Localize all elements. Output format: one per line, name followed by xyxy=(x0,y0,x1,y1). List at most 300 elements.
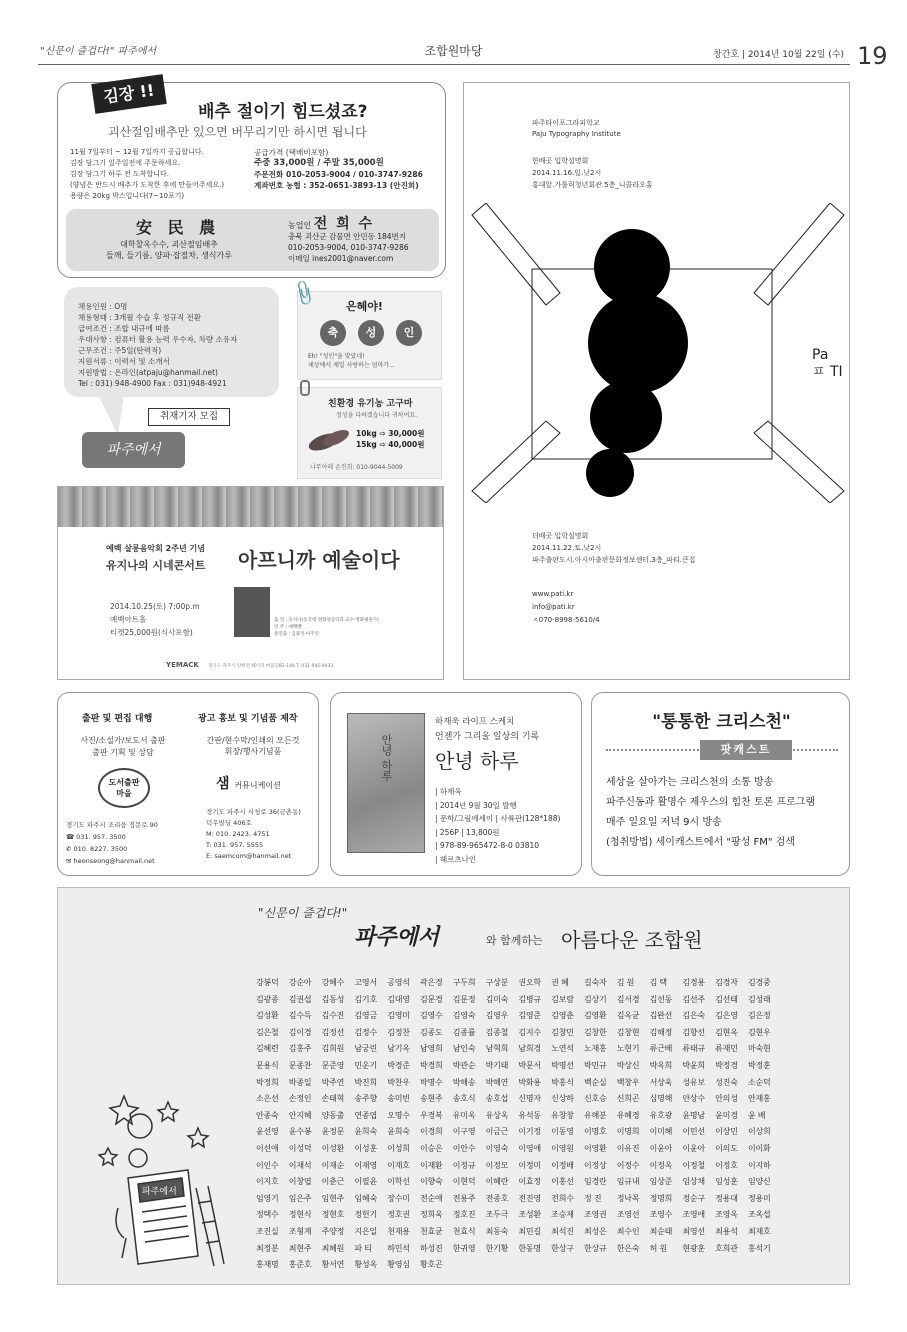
member-name: 김기호 xyxy=(354,994,377,1004)
kimjang-price-line: 계좌번호 농협 : 352-0651-3893-13 (안진희) xyxy=(254,181,419,190)
member-name: 박명선 xyxy=(551,1060,574,1070)
member-name: 이정철 xyxy=(682,1160,705,1170)
member-row xyxy=(256,1110,828,1127)
member-name: 전희수 xyxy=(551,1193,574,1203)
member-name: 윤정문 xyxy=(321,1127,345,1137)
member-name: 김희원 xyxy=(321,1044,345,1054)
saem-logo-sub: 커뮤니케이션 xyxy=(234,781,281,790)
member-name: 안재홍 xyxy=(747,1094,771,1104)
concert-footer: 경기도 파주시 탄현면 헤이리 마을길82-146 T. 031-945-9433 xyxy=(208,664,334,669)
recruit-line: 급여조건 : 조합 내규에 따름 xyxy=(78,324,170,333)
member-name: 남기옥 xyxy=(387,1044,410,1054)
recruit-line: 우대사항 : 컴퓨터 활용 능력 우수자, 차량 소유자 xyxy=(78,335,238,344)
member-name: 조성환 xyxy=(518,1210,541,1220)
book-kicker: 하재욱 라이프 스케치 xyxy=(435,717,515,727)
member-name: 윤수봉 xyxy=(288,1127,312,1137)
member-name: 김성래 xyxy=(747,994,771,1004)
member-name: 김현우 xyxy=(747,1027,771,1037)
member-name: 송호식 xyxy=(452,1094,476,1104)
member-name: 정희욱 xyxy=(419,1210,443,1220)
member-name: 조영수 xyxy=(649,1210,673,1220)
member-name: 조영선 xyxy=(616,1210,640,1220)
member-name: 정 진 xyxy=(583,1193,602,1203)
podcast-ad xyxy=(591,692,850,876)
concert-title: 아프니까 예술이다 xyxy=(238,548,400,572)
member-name: 박기태 xyxy=(485,1060,509,1070)
member-name: 하민석 xyxy=(387,1243,410,1253)
member-name: 김영수 xyxy=(419,1011,443,1021)
member-name: 이선애 xyxy=(256,1143,279,1153)
member-name: 문용식 xyxy=(256,1060,279,1070)
member-name: 전진영 xyxy=(518,1193,541,1203)
pati-phone: ㅈ070-8998-5610/4 xyxy=(532,616,600,624)
pati-event-line: 한배곳 입학설명회 xyxy=(532,157,589,165)
paperclip-icon: 📎 xyxy=(289,278,320,309)
member-name: 서상욱 xyxy=(649,1077,673,1087)
mobile-icon: ✆ xyxy=(66,845,74,853)
member-name: 최민길 xyxy=(518,1226,541,1236)
recruit-line: 채용인원 : O명 xyxy=(78,302,128,311)
member-name: 임혜숙 xyxy=(354,1193,377,1203)
member-name: 이재영 xyxy=(354,1160,377,1170)
member-name: 유혜경 xyxy=(616,1110,640,1120)
member-name: 김영미 xyxy=(387,1011,410,1021)
member-row xyxy=(256,1209,828,1226)
farm-info xyxy=(66,209,439,271)
member-name: 박상신 xyxy=(616,1060,640,1070)
member-name: 정명희 xyxy=(649,1193,673,1203)
congrats-char: 성 xyxy=(358,320,384,346)
potato-price: 10kg ⇨ 30,000원 xyxy=(356,429,425,438)
kimjang-info-line: 김장 담그기 일주일전에 주문하세요. xyxy=(70,159,181,167)
podcast-title: "통통한 크리스천" xyxy=(652,712,791,732)
member-name: 조영옥 xyxy=(715,1210,738,1220)
member-name: 박옥희 xyxy=(649,1060,673,1070)
member-name: 김선동 xyxy=(649,994,673,1004)
farm-name: 安 民 農 xyxy=(136,218,221,237)
advertising-service: 휘장/행사기념품 xyxy=(224,747,282,756)
member-name: 이동영 xyxy=(551,1127,574,1137)
header-rule xyxy=(38,64,850,65)
kimjang-info-line: 11월 7일부터 ~ 12월 7일까지 공급합니다. xyxy=(70,148,204,156)
member-name: 이금근 xyxy=(485,1127,509,1137)
congrats-char: 축 xyxy=(320,320,346,346)
publishing-phone: 031. 957. 3500 xyxy=(76,833,126,841)
member-name: 임성훈 xyxy=(715,1177,738,1187)
member-name: 이구영 xyxy=(452,1127,476,1137)
member-name: 유호광 xyxy=(649,1110,673,1120)
member-name: 이승은 xyxy=(419,1143,443,1153)
member-name: 이이화 xyxy=(747,1143,771,1153)
kimjang-price-line: 공급가격 (택배비포함) xyxy=(254,148,329,157)
kimjang-price-line: 주문전화 010-2053-9004 / 010-3747-9286 xyxy=(254,170,423,179)
member-name: 장수미 xyxy=(387,1193,410,1203)
member-name: 송현주 xyxy=(419,1094,443,1104)
member-name: 백창우 xyxy=(616,1077,640,1087)
member-name: 박찬우 xyxy=(387,1077,410,1087)
member-name: 김이경 xyxy=(288,1027,312,1037)
member-name: 김영금 xyxy=(354,1011,377,1021)
podcast-line: (청취방법) 세이캐스트에서 "팡성 FM" 검색 xyxy=(606,837,795,848)
members-with: 와 함께하는 xyxy=(486,934,543,947)
members-section xyxy=(57,887,850,1285)
member-name: 주양정 xyxy=(321,1226,345,1236)
newspaper-mascot-icon xyxy=(98,1088,228,1268)
potato-sub: 정성을 다하겠습니다 귀하여요. xyxy=(336,412,418,419)
publishing-services xyxy=(68,735,178,759)
member-name: 김창현 xyxy=(616,1027,640,1037)
pajuesu-logo: 파주에서 xyxy=(82,432,185,468)
member-name: 정용미 xyxy=(747,1193,771,1203)
book-genre: | 문학/그림에세이 | 사륙판(128*188) xyxy=(435,814,561,823)
member-name: 이필윤 xyxy=(354,1177,377,1187)
member-name: 김수득 xyxy=(288,1011,312,1021)
member-name: 조형계 xyxy=(288,1226,312,1236)
performer-photo xyxy=(234,587,270,637)
member-name: 이정호 xyxy=(715,1160,738,1170)
members-slogan: "신문이 즐겁다!" xyxy=(258,906,348,920)
congrats-char: 인 xyxy=(396,320,422,346)
member-name: 이상희 xyxy=(747,1127,771,1137)
member-name: 윤미경 xyxy=(715,1110,738,1120)
advertising-email[interactable]: E: saemcom@hanmail.net xyxy=(206,852,292,860)
member-name: 윤 배 xyxy=(747,1110,766,1120)
member-row xyxy=(256,1193,828,1210)
member-name: 곽은경 xyxy=(419,978,443,987)
congrats-message xyxy=(308,352,395,370)
publishing-mobile: 010. 8227. 3500 xyxy=(73,845,128,853)
member-name: 조옥섭 xyxy=(747,1210,771,1220)
member-name: 윤희숙 xyxy=(387,1127,410,1137)
member-name: 이미혜 xyxy=(649,1127,673,1137)
congrats-line: 세상에서 제일 사랑하는 엄마가... xyxy=(308,362,395,369)
member-name: 이영숙 xyxy=(485,1143,509,1153)
member-name: 류태규 xyxy=(682,1044,705,1054)
pati-contact xyxy=(532,588,600,627)
member-name: 공영석 xyxy=(387,978,410,987)
member-name: 박민규 xyxy=(583,1060,607,1070)
member-row xyxy=(256,1226,828,1243)
member-name: 소은선 xyxy=(256,1094,279,1104)
member-name: 이재호 xyxy=(387,1160,410,1170)
member-row xyxy=(256,1027,828,1044)
sweet-potato-icon xyxy=(306,420,354,456)
member-name: 김 택 xyxy=(649,978,667,987)
book-price: | 256P | 13,800원 xyxy=(435,827,500,837)
member-name: 안지혜 xyxy=(288,1110,312,1120)
member-name: 구두희 xyxy=(452,978,476,987)
member-name: 조승제 xyxy=(551,1210,574,1220)
member-name: 마숙현 xyxy=(747,1044,771,1054)
concert-credit: 총연출 : 김광기·이주연 xyxy=(274,632,319,637)
member-name: 이인수 xyxy=(256,1160,279,1170)
kimjang-ad xyxy=(57,82,446,278)
member-name: 이재환 xyxy=(419,1160,443,1170)
congrats-line: Eh! "성인"을 맞았네! xyxy=(308,353,365,360)
member-name: 윤선영 xyxy=(256,1127,279,1137)
farm-desc-line: 대학찰옥수수, 괴산절임배추 xyxy=(120,240,218,249)
members-title: 아름다운 조합원 xyxy=(561,928,703,952)
member-name: 임상채 xyxy=(682,1177,705,1187)
member-name: 이정모 xyxy=(485,1160,509,1170)
member-name: 백순실 xyxy=(583,1077,607,1087)
kimjang-info xyxy=(70,147,224,202)
member-name: 김권섭 xyxy=(288,994,312,1004)
member-name: 김수진 xyxy=(321,1011,345,1021)
member-name: 박정경 xyxy=(715,1060,738,1070)
member-name: 이성덕 xyxy=(288,1143,312,1153)
podcast-line: 매주 일요일 저녁 9시 방송 xyxy=(606,817,722,828)
member-name: 김완선 xyxy=(649,1011,673,1021)
member-name: 이성희 xyxy=(387,1143,410,1153)
member-name: 박문서 xyxy=(518,1060,541,1070)
member-name: 강봉덕 xyxy=(256,978,279,987)
member-name: 송호섭 xyxy=(485,1094,509,1104)
member-name: 이재순 xyxy=(321,1160,345,1170)
pati-website[interactable]: www.pati.kr xyxy=(532,590,574,598)
member-name: 박홍식 xyxy=(551,1077,574,1087)
recruit-details xyxy=(78,301,237,389)
member-name: 김현옥 xyxy=(715,1027,738,1037)
member-name: 김영숙 xyxy=(452,1011,476,1021)
member-name: 이정상 xyxy=(583,1160,607,1170)
member-name: 김해정 xyxy=(649,1027,673,1037)
member-name: 임은주 xyxy=(288,1193,312,1203)
recruit-button[interactable]: 취재기자 모집 xyxy=(148,408,230,426)
member-name: 박경준 xyxy=(387,1060,410,1070)
publishing-email-row xyxy=(66,855,158,867)
header-slogan: "신문이 즐겁다!" 파주에서 xyxy=(40,46,157,57)
member-name: 안상수 xyxy=(682,1094,705,1104)
pati-school-name-en: Paju Typography Institute xyxy=(532,130,621,138)
member-name: 최정분 xyxy=(256,1243,279,1253)
member-name: 이춘근 xyxy=(321,1177,345,1187)
kimjang-info-line: (양념은 반드시 배추가 도착한 후에 만들어주세요.) xyxy=(70,181,225,189)
member-row xyxy=(256,994,828,1011)
member-name: 임양신 xyxy=(747,1177,771,1187)
pati-event-1 xyxy=(532,155,653,191)
member-name: 박관순 xyxy=(452,1060,476,1070)
member-name: 이영원 xyxy=(551,1143,574,1153)
member-name: 한동명 xyxy=(518,1243,541,1253)
member-row xyxy=(256,977,828,994)
member-row xyxy=(256,1243,828,1260)
member-name: 오명수 xyxy=(387,1110,410,1120)
member-name: 이영애 xyxy=(518,1143,541,1153)
member-name: 이정수 xyxy=(616,1160,640,1170)
member-name: 권 혜 xyxy=(551,978,569,987)
member-name: 김광종 xyxy=(256,994,279,1004)
publishing-service: 사진/소설가/보도서 출판 xyxy=(80,736,166,745)
pati-event-line: 2014.11.22.토.낮2시 xyxy=(532,544,602,552)
decorative-band xyxy=(58,487,443,527)
member-row xyxy=(256,1176,828,1193)
book-cover-title: 안녕 하루 xyxy=(380,734,393,782)
concert-name: 유지나의 시네콘서트 xyxy=(106,559,206,572)
member-name: 유상옥 xyxy=(485,1110,509,1120)
member-name: 윤명남 xyxy=(682,1110,705,1120)
member-name: 이홍선 xyxy=(551,1177,574,1187)
member-name: 천효식 xyxy=(452,1226,476,1236)
member-name: 남궁린 xyxy=(354,1044,377,1054)
kimjang-subtitle: 괴산절임배추만 있으면 버무리기만 하시면 됩니다 xyxy=(108,125,367,139)
advertising-address: 경기도 파주시 시청로 36(금촌동) xyxy=(206,808,301,816)
kimjang-title: 배추 절이기 힘드셨죠? xyxy=(198,102,368,122)
potato-contact: 나무아래 손진희: 010-9044-5009 xyxy=(310,464,403,471)
member-name: 정낙목 xyxy=(616,1193,640,1203)
concert-info-line: 예백아트홀 xyxy=(110,615,147,624)
congrats-title: 은혜야! xyxy=(346,300,383,313)
member-name: 지은일 xyxy=(354,1226,377,1236)
phone-icon: ☎ xyxy=(66,833,77,841)
page-number: 19 xyxy=(857,42,888,70)
book-ad xyxy=(330,692,582,876)
book-cover xyxy=(347,713,425,853)
member-row xyxy=(256,1043,828,1060)
member-name: 홍재명 xyxy=(256,1260,279,1270)
member-name: 전종호 xyxy=(485,1193,509,1203)
member-row xyxy=(256,1126,828,1143)
member-name: 호희관 xyxy=(715,1243,738,1253)
pati-graphic xyxy=(464,203,849,503)
member-name: 정호권 xyxy=(387,1210,410,1220)
advertising-services xyxy=(194,735,312,757)
member-name: 박윤희 xyxy=(682,1060,705,1070)
member-name: 이윤아 xyxy=(682,1143,705,1153)
member-name: 송주향 xyxy=(354,1094,377,1104)
pati-event-line: 파주출판도시.아시아출판문화정보센터.3층_파티.큰집 xyxy=(532,556,696,564)
member-names xyxy=(256,977,828,1276)
member-row xyxy=(256,1010,828,1027)
member-name: 조진실 xyxy=(256,1226,279,1236)
recruit-line: 지원방법 : 온라인(atpaju@hanmail.net) xyxy=(78,368,218,377)
member-name: 하성진 xyxy=(419,1243,443,1253)
member-name: 임상준 xyxy=(649,1177,673,1187)
member-name: 이혜란 xyxy=(485,1177,509,1187)
saem-logo xyxy=(216,773,281,793)
member-name: 안종숙 xyxy=(256,1110,279,1120)
member-name: 이지하 xyxy=(747,1160,771,1170)
member-name: 김창민 xyxy=(551,1027,574,1037)
member-name: 김은정 xyxy=(747,1011,771,1021)
concert-credits xyxy=(274,617,379,638)
book-isbn: | 978-89-965472-8-0 03810 xyxy=(435,841,540,850)
member-name: 김정선 xyxy=(321,1027,345,1037)
member-name: 박해연 xyxy=(485,1077,509,1087)
member-name: 소순덕 xyxy=(747,1077,771,1087)
potato-price: 15kg ⇨ 40,000원 xyxy=(356,440,425,449)
publishing-phone-row xyxy=(66,831,158,843)
member-name: 이윤아 xyxy=(649,1143,673,1153)
member-name: 김종도 xyxy=(419,1027,443,1037)
kimjang-price-line: 주중 33,000원 / 주말 35,000원 xyxy=(254,158,384,168)
member-name: 김은영 xyxy=(715,1011,738,1021)
member-name: 신상하 xyxy=(551,1094,574,1104)
pati-logo-line: Pa xyxy=(812,347,829,363)
potato-ad xyxy=(297,387,442,479)
publishing-contact xyxy=(66,819,158,867)
pati-event-line: 2014.11.16.일.낮2시 xyxy=(532,169,602,177)
member-name: 한상규 xyxy=(583,1243,607,1253)
farm-address-line: 010-2053-9004, 010-3747-9286 xyxy=(288,243,409,252)
farmer xyxy=(288,213,374,233)
member-name: 최성은 xyxy=(583,1226,607,1236)
podcast-description xyxy=(606,773,815,853)
member-name: 최혜원 xyxy=(321,1243,345,1253)
member-name: 문종찬 xyxy=(288,1060,312,1070)
concert-ad xyxy=(57,486,444,680)
member-name: 남영희 xyxy=(419,1044,443,1054)
advertising-heading: 광고 홍보 및 기념품 제작 xyxy=(198,714,298,724)
member-name: 박명수 xyxy=(419,1077,443,1087)
member-name: 김영환 xyxy=(583,1011,607,1021)
member-name: 이정규 xyxy=(452,1160,476,1170)
member-name: 홍준호 xyxy=(288,1260,312,1270)
member-name: 이상민 xyxy=(715,1127,738,1137)
member-name: 김영춘 xyxy=(551,1011,574,1021)
member-name: 김정수 xyxy=(354,1027,377,1037)
member-name: 전순애 xyxy=(419,1193,443,1203)
publishing-email[interactable]: heonseong@hanmail.net xyxy=(73,857,155,865)
potato-title: 친환경 유기농 고구마 xyxy=(328,399,413,409)
member-name: 김종률 xyxy=(452,1027,476,1037)
farm-address-line: 충북 괴산군 감물면 안민동 184번지 xyxy=(288,232,407,241)
member-name: 김미숙 xyxy=(485,994,509,1004)
member-name: 조영권 xyxy=(583,1210,607,1220)
member-name: 김경용 xyxy=(682,978,705,987)
congrats-circles xyxy=(320,320,434,346)
book-title: 안녕 하루 xyxy=(435,749,519,773)
member-name: 황호곤 xyxy=(419,1260,443,1270)
member-name: 최재호 xyxy=(747,1226,771,1236)
member-name: 유석동 xyxy=(518,1110,541,1120)
potato-prices xyxy=(356,428,425,450)
member-name: 김정찬 xyxy=(387,1027,410,1037)
pati-event-2 xyxy=(532,530,695,566)
member-name: 한기황 xyxy=(485,1243,509,1253)
publishing-address: 경기도 파주시 조리읍 정문로 90 xyxy=(66,821,158,829)
member-name: 남희경 xyxy=(518,1044,541,1054)
member-name: 박진희 xyxy=(354,1077,377,1087)
member-name: 성진숙 xyxy=(715,1077,738,1087)
member-name: 천재용 xyxy=(387,1226,410,1236)
member-name: 이경희 xyxy=(419,1127,443,1137)
pati-event-line: 더배곳 입학설명회 xyxy=(532,532,589,540)
member-name: 이향숙 xyxy=(419,1177,443,1187)
farm-desc-line: 들깨, 들기름, 양파·잡절차, 생식가루 xyxy=(106,251,232,260)
member-name: 김문경 xyxy=(419,994,443,1004)
member-name: 구상분 xyxy=(485,978,509,987)
member-name: 김영준 xyxy=(518,1011,541,1021)
podcast-tag: 팟캐스트 xyxy=(700,740,792,760)
book-info xyxy=(435,785,560,866)
member-name: 김병규 xyxy=(518,994,541,1004)
member-name: 이정옥 xyxy=(649,1160,673,1170)
concert-credit: 출 연 : 유지나(동국대 영화영상학과 교수·영화평론가) xyxy=(274,618,379,623)
book-subtitle: 언젠가 그리울 일상의 기록 xyxy=(435,732,540,742)
concert-info-line: 티켓25,000원(식사포함) xyxy=(110,628,193,637)
member-name: 박경희 xyxy=(419,1060,443,1070)
page-header xyxy=(0,0,907,72)
member-name: 김보람 xyxy=(551,994,574,1004)
kimjang-tag: 김장 !! xyxy=(91,74,166,114)
pati-email[interactable]: info@pati.kr xyxy=(532,603,575,611)
member-name: 한상구 xyxy=(551,1243,574,1253)
book-author: | 하재욱 xyxy=(435,787,462,796)
member-name: 이명희 xyxy=(616,1127,640,1137)
member-name: 노재홍 xyxy=(583,1044,607,1054)
member-name: 김은숙 xyxy=(682,1011,705,1021)
